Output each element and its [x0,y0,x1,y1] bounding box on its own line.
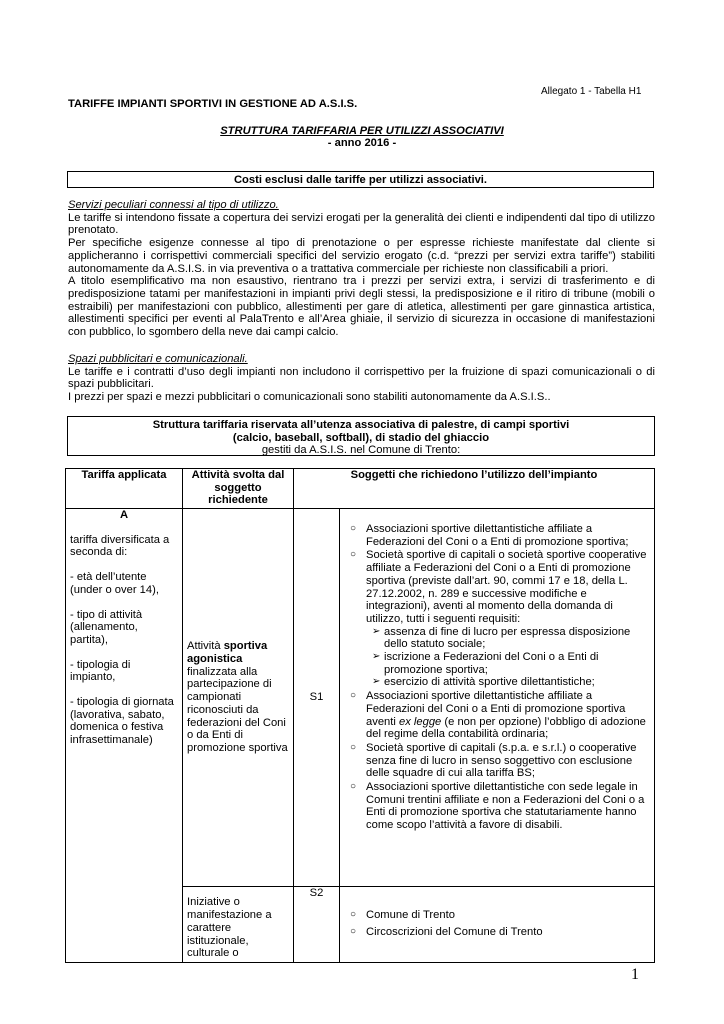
header-subjects: Soggetti che richiedono l’utilizzo dell’impianto [294,469,655,509]
tariff-a-cell [66,509,183,963]
list-item: ○ Associazioni sportive dilettantistiche con sede legale in Comuni trentini affiliate e non a Federazioni del Coni o a Enti di promozione sportiva che statutariamente hanno come scopo l’attività a favore di disabili. [350,781,648,832]
tariff-item: - tipologia di giornata (lavorativa, sabato, domenica o festiva infrasettimanale) [70,696,174,747]
tariff-label: A [119,509,129,521]
header-activity: Attività svolta dal soggetto richiedente [183,469,294,509]
activity-text-bold: sportiva agonistica [187,640,268,666]
box-line: gestiti da A.S.I.S. nel Comune di Trento: [261,444,461,457]
activity-text: finalizzata alla partecipazione di campionati riconosciuti da federazioni del Coni o da Enti di promozione sportiva [187,665,288,754]
section-heading: Spazi pubblicitari e comunicazionali. [68,353,248,365]
paragraph: I prezzi per spazi e mezzi pubblicitari o comunicazionali sono stabiliti autonomamente da A.S.I.S.. [68,391,551,404]
paragraph: A titolo esemplificativo ma non esaustivo, rientrano tra i prezzi per servizi extra, i servizi di trasferimento e di predisposizione tatami per manifestazioni in impianti privi degli stessi, la predisposizione e il ritiro di tribune (mobili o estraibili) per manifestazioni con pubblico, allestimenti per gare di atletica, allestimenti per gare ginnastica artistica, allestimenti specifici per eventi al PalaTrento e all’Area ghiaie, il servizio di sicurezza in occasione di manifestazioni con pubblico, lo sgombero della neve dai campi calcio. [68,275,655,339]
paragraph: Le tariffe e i contratti d’uso degli impianti non includono il corrispettivo per la fruizione di spazi comunicazionali o di spazi pubblicitari. [68,365,655,391]
section-advertising [68,353,655,404]
tariff-intro: tariffa diversificata a seconda di: [70,533,170,559]
page-number: 1 [631,966,639,983]
subjects-cell [340,887,655,963]
requirements-list [366,626,648,690]
list-item: ○ Comune di Trento [350,909,648,922]
document-subtitle: STRUTTURA TARIFFARIA PER UTILIZZI ASSOCIATIVI [220,125,504,137]
paragraph: Per specifiche esigenze connesse al tipo di prenotazione o per espresse richieste manifestate dal cliente si applicheranno i corrispettivi commerciali specifici del servizio erogato (c.d. “prezzi per servizi extra tariffe”) stabiliti autonomamente da A.S.I.S. in via preventiva o a trattativa commerciale per richieste non classificabili a priori. [68,237,655,275]
subjects-cell [340,509,655,887]
list-item-text: (e non per opzione) l’obbligo di adozione del regime della contabilità ordinaria; [366,715,646,741]
header-tariff: Tariffa applicata [66,469,183,509]
tariff-item: - tipo di attività (allenamento, partita), [70,608,143,646]
document-year: - anno 2016 - [327,137,397,149]
excluded-costs-box: Costi esclusi dalle tariffe per utilizzi associativi. [67,171,654,188]
paragraph: Le tariffe si intendono fissate a copertura dei servizi erogati per la generalità dei clienti e indipendenti dal tipo di utilizzo prenotato. [68,211,655,237]
list-item: ➢ iscrizione a Federazioni del Coni o a Enti di promozione sportiva; [372,651,648,676]
list-item: ○ Associazioni sportive dilettantistiche affiliate a Federazioni del Coni o a Enti di promozione sportiva; [350,523,648,548]
list-item-text: Società sportive di capitali o società sportive cooperative affiliate a Federazioni del Coni o a Enti di promozione sportiva (previste dall’art. 90, commi 17 e 18, della L. 27.12.2002, n. 289 e successive modifiche e integrazioni), aventi al momento della domanda di utilizzo, tutti i seguenti requisiti: [366,549,647,625]
tariff-item: - tipologia di impianto, [70,658,131,684]
annex-label: Allegato 1 - Tabella H1 [541,86,642,97]
subject-code: S1 [294,509,340,887]
document-title: TARIFFE IMPIANTI SPORTIVI IN GESTIONE AD A.S.I.S. [68,98,358,110]
subject-code: S2 [294,887,340,963]
list-item: ➢ assenza di fine di lucro per espressa disposizione dello statuto sociale; [372,626,648,651]
subjects-list [340,909,654,938]
table-row [66,509,655,887]
box-line: (calcio, baseball, softball), di stadio del ghiaccio [232,431,490,444]
activity-text: Attività [187,640,224,653]
tariff-table [65,468,655,963]
activity-cell: Iniziative o manifestazione a carattere istituzionale, culturale o [183,887,294,963]
subjects-list [340,523,654,832]
list-item: ○ Società sportive di capitali (s.p.a. e s.r.l.) o cooperative senza fine di lucro in senso soggettivo con esclusione delle squadre di cui alla tariffa BS; [350,742,648,780]
tariff-structure-box [67,416,655,456]
box-line: Struttura tariffaria riservata all’utenza associativa di palestre, di campi sportivi [152,419,570,431]
list-item: ➢ esercizio di attività sportive dilettantistiche; [372,676,648,689]
list-item [350,549,648,689]
activity-cell [183,509,294,887]
list-item-text: Associazioni sportive dilettantistiche affiliate a Federazioni del Coni o a Enti di promozione sportiva aventi [366,690,626,728]
section-heading: Servizi peculiari connessi al tipo di utilizzo. [68,199,279,211]
list-item-italic: ex legge [398,715,442,728]
list-item [350,690,648,741]
list-item: ○ Circoscrizioni del Comune di Trento [350,926,648,939]
section-services [68,199,655,339]
tariff-item: - età dell’utente (under o over 14), [70,571,159,596]
table-header-row [66,469,655,509]
